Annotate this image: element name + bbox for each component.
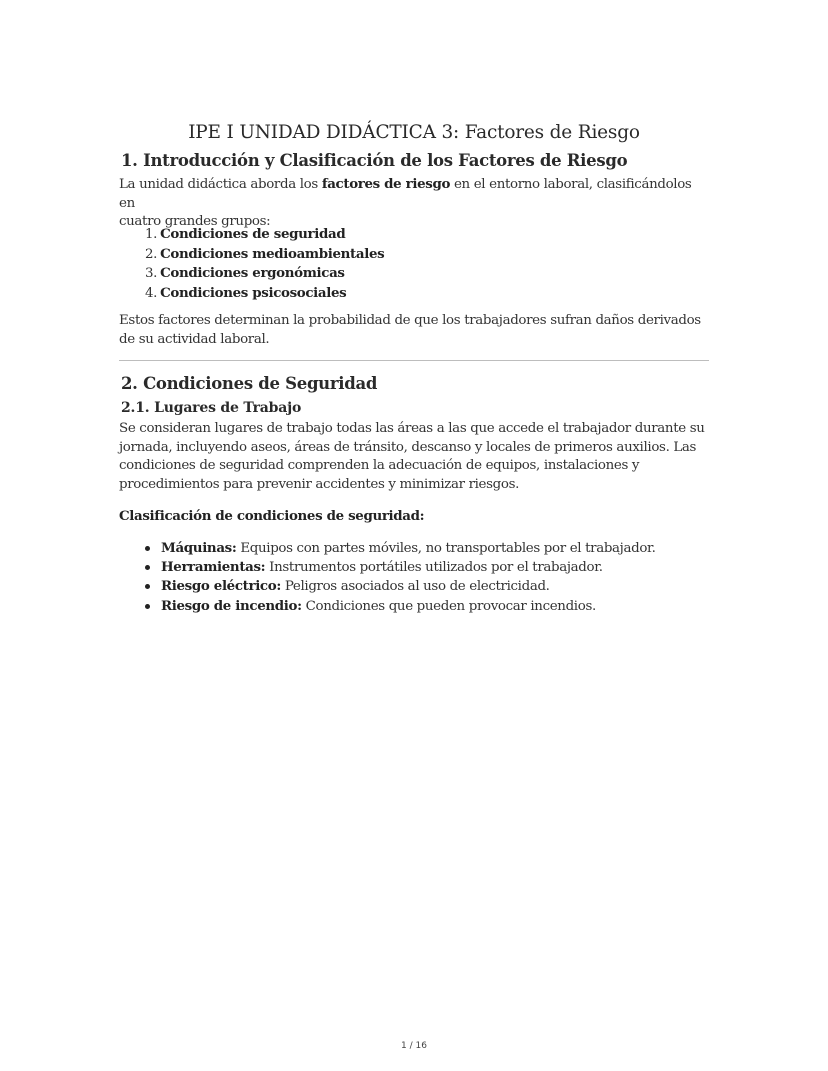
item-description: Instrumentos portátiles utilizados por el trabajador. [265,560,603,576]
item-term: Máquinas: [161,540,237,556]
body-line: jornada, incluyendo aseos, áreas de tránsito, descanso y locales de primeros auxilios. Las [119,439,697,455]
closing-line-1: Estos factores determinan la probabilidad de que los trabajadores sufran daños derivados [119,313,701,328]
classification-label-text: Clasificación de condiciones de seguridad: [119,508,425,524]
document-title: IPE I UNIDAD DIDÁCTICA 3: Factores de Riesgo [188,122,640,143]
list-item: 3. Condiciones ergonómicas [145,265,345,281]
bullet-icon [145,546,150,551]
closing-line-2: de su actividad laboral. [119,331,270,347]
section-1-heading: 1. Introducción y Clasificación de los Factores de Riesgo [121,151,628,170]
item-description: Condiciones que pueden provocar incendios. [301,598,596,614]
section-1-closing [119,312,709,349]
item-term: Herramientas: [161,559,266,576]
intro-text-line2: cuatro grandes grupos: [119,214,271,229]
section-divider [119,360,709,361]
list-item: 1. Condiciones de seguridad [145,226,346,242]
body-line: Se consideran lugares de trabajo todas las áreas a las que accede el trabajador durante su [119,421,705,436]
intro-text-after: en el entorno laboral, clasificándolos en [119,177,692,211]
item-description: Equipos con partes móviles, no transportables por el trabajador. [236,541,656,556]
subsection-2-1-body [119,420,709,494]
intro-bold-term: factores de riesgo [321,176,451,192]
classification-label [119,507,709,527]
safety-conditions-list [145,539,656,616]
item-term: Riesgo de incendio: [161,597,302,614]
body-line: procedimientos para prevenir accidentes y minimizar riesgos. [119,476,520,492]
list-item [145,558,656,577]
page-indicator: 1 / 16 [401,1041,427,1051]
intro-text-before: La unidad didáctica aborda los [119,177,322,192]
list-item [145,577,656,596]
subsection-2-1-heading: 2.1. Lugares de Trabajo [121,400,302,416]
list-item: 4. Condiciones psicosociales [145,284,347,301]
risk-groups-list [145,225,384,303]
section-2-heading: 2. Condiciones de Seguridad [121,374,378,393]
section-1-intro [119,175,709,232]
list-item [145,539,656,558]
body-line: condiciones de seguridad comprenden la adecuación de equipos, instalaciones y [119,458,640,473]
bullet-icon [145,604,150,609]
bullet-icon [145,565,150,570]
bullet-icon [145,584,150,589]
item-description: Peligros asociados al uso de electricidad. [280,579,550,595]
list-item [145,597,656,616]
item-term: Riesgo eléctrico: [161,578,281,595]
list-item: 2. Condiciones medioambientales [145,245,385,262]
